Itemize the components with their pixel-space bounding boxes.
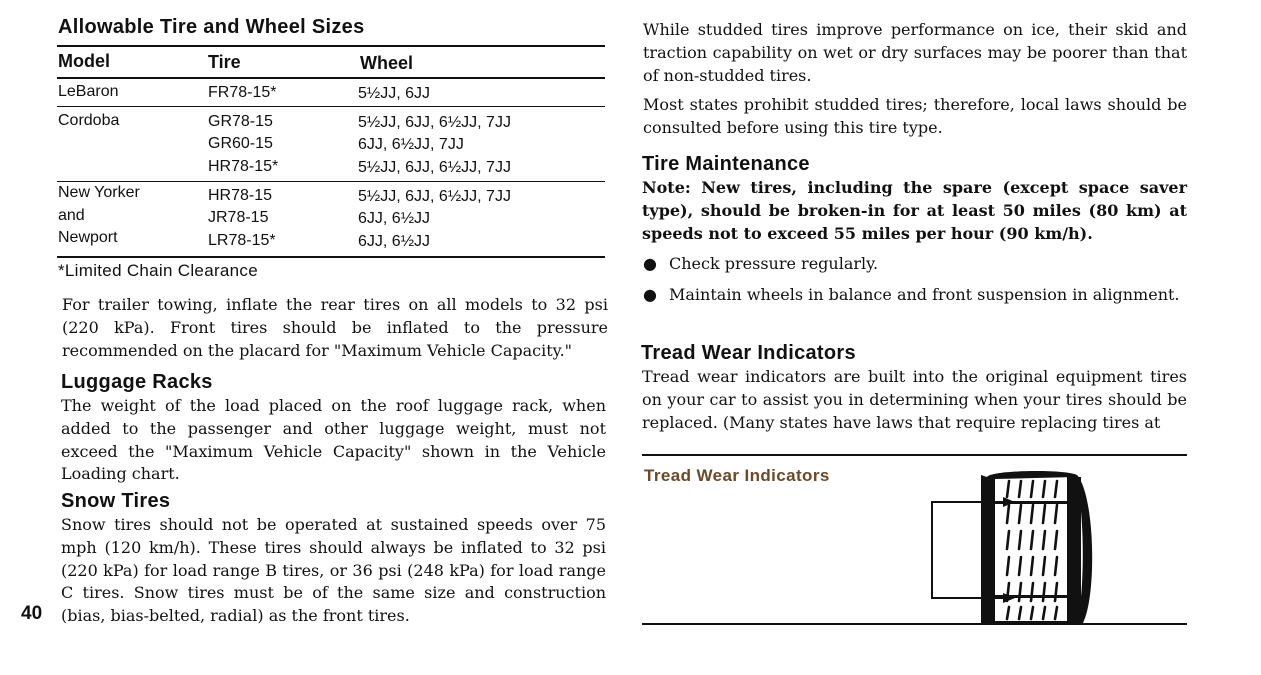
table-cell-tire: FR78-15* xyxy=(208,84,277,101)
tread-wear-heading: Tread Wear Indicators xyxy=(641,342,856,364)
figure-caption: Tread Wear Indicators xyxy=(644,466,830,485)
table-cell-wheel: 6JJ, 6½JJ xyxy=(358,210,431,227)
divider xyxy=(57,77,605,79)
divider xyxy=(57,106,605,107)
table-cell-tire: LR78-15* xyxy=(208,232,276,249)
table-title: Allowable Tire and Wheel Sizes xyxy=(58,16,365,38)
note-text: New tires, including the spare (except space saver type), should be broken-in for at least 50 miles (80 km) at speeds not to exceed 55 miles per hour (90 km/h). xyxy=(642,178,1188,243)
table-cell-model: New Yorker xyxy=(58,184,140,201)
table-cell-model: Cordoba xyxy=(58,112,120,129)
table-cell-wheel: 6JJ, 6½JJ, 7JJ xyxy=(358,136,464,153)
studded-tires-paragraph: While studded tires improve performance on ice, their skid and traction capability on wet or dry surfaces may be poorer than that of non-studded tires. xyxy=(643,20,1187,85)
list-item: ● Maintain wheels in balance and front suspension in alignment. xyxy=(643,285,1180,304)
table-cell-wheel: 5½JJ, 6JJ xyxy=(358,85,431,102)
trailer-towing-paragraph: For trailer towing, inflate the rear tires on all models to 32 psi (220 kPa). Front tires should be inflated to the pressure recommended on the placard for "Maximum Vehicle Capacity." xyxy=(62,295,608,360)
divider xyxy=(57,45,605,47)
figure-bottom-rule xyxy=(642,623,1187,625)
maintenance-note xyxy=(642,177,1187,245)
bullet-icon: ● xyxy=(643,254,657,273)
list-item: ● Check pressure regularly. xyxy=(643,254,879,273)
column-header-wheel: Wheel xyxy=(360,53,414,73)
table-cell-wheel: 5½JJ, 6JJ, 6½JJ, 7JJ xyxy=(358,159,511,176)
note-label: Note: xyxy=(642,178,691,197)
tread-wear-paragraph: Tread wear indicators are built into the original equipment tires on your car to assist you in determining when your tires should be replaced. (Many states have laws that require replacing tires at xyxy=(642,367,1187,432)
tire-maintenance-heading: Tire Maintenance xyxy=(642,153,810,175)
tread-wear-illustration xyxy=(925,465,1110,625)
column-header-model: Model xyxy=(58,51,110,71)
table-cell-tire: GR78-15 xyxy=(208,113,273,130)
bullet-icon: ● xyxy=(643,285,657,304)
column-header-tire: Tire xyxy=(208,52,241,72)
table-footnote: *Limited Chain Clearance xyxy=(58,261,258,280)
luggage-racks-paragraph: The weight of the load placed on the roof luggage rack, when added to the passenger and other luggage weight, must not exceed the "Maximum Vehicle Capacity" shown in the Vehicle Loading chart. xyxy=(61,396,606,484)
table-cell-tire: JR78-15 xyxy=(208,209,269,226)
table-cell-tire: HR78-15* xyxy=(208,158,279,175)
table-cell-wheel: 5½JJ, 6JJ, 6½JJ, 7JJ xyxy=(358,114,511,131)
studded-laws-paragraph: Most states prohibit studded tires; therefore, local laws should be consulted before using this tire type. xyxy=(643,95,1187,137)
table-cell-tire: HR78-15 xyxy=(208,187,273,204)
table-cell-model: Newport xyxy=(58,229,118,246)
table-cell-model: LeBaron xyxy=(58,83,119,100)
table-cell-wheel: 6JJ, 6½JJ xyxy=(358,233,431,250)
divider xyxy=(57,256,605,258)
snow-tires-paragraph: Snow tires should not be operated at sustained speeds over 75 mph (120 km/h). These tires should always be inflated to 32 psi (220 kPa) for load range B tires, or 36 psi (248 kPa) for load range C tires. Snow tires must be of the same size and construction (bias, bias-belted, radial) as the front tires. xyxy=(61,515,606,626)
table-cell-wheel: 5½JJ, 6JJ, 6½JJ, 7JJ xyxy=(358,188,511,205)
page-number: 40 xyxy=(21,603,43,624)
figure-top-rule xyxy=(642,454,1187,456)
luggage-racks-heading: Luggage Racks xyxy=(61,371,213,393)
snow-tires-heading: Snow Tires xyxy=(61,490,171,512)
table-cell-model: and xyxy=(58,207,85,224)
table-cell-tire: GR60-15 xyxy=(208,135,273,152)
